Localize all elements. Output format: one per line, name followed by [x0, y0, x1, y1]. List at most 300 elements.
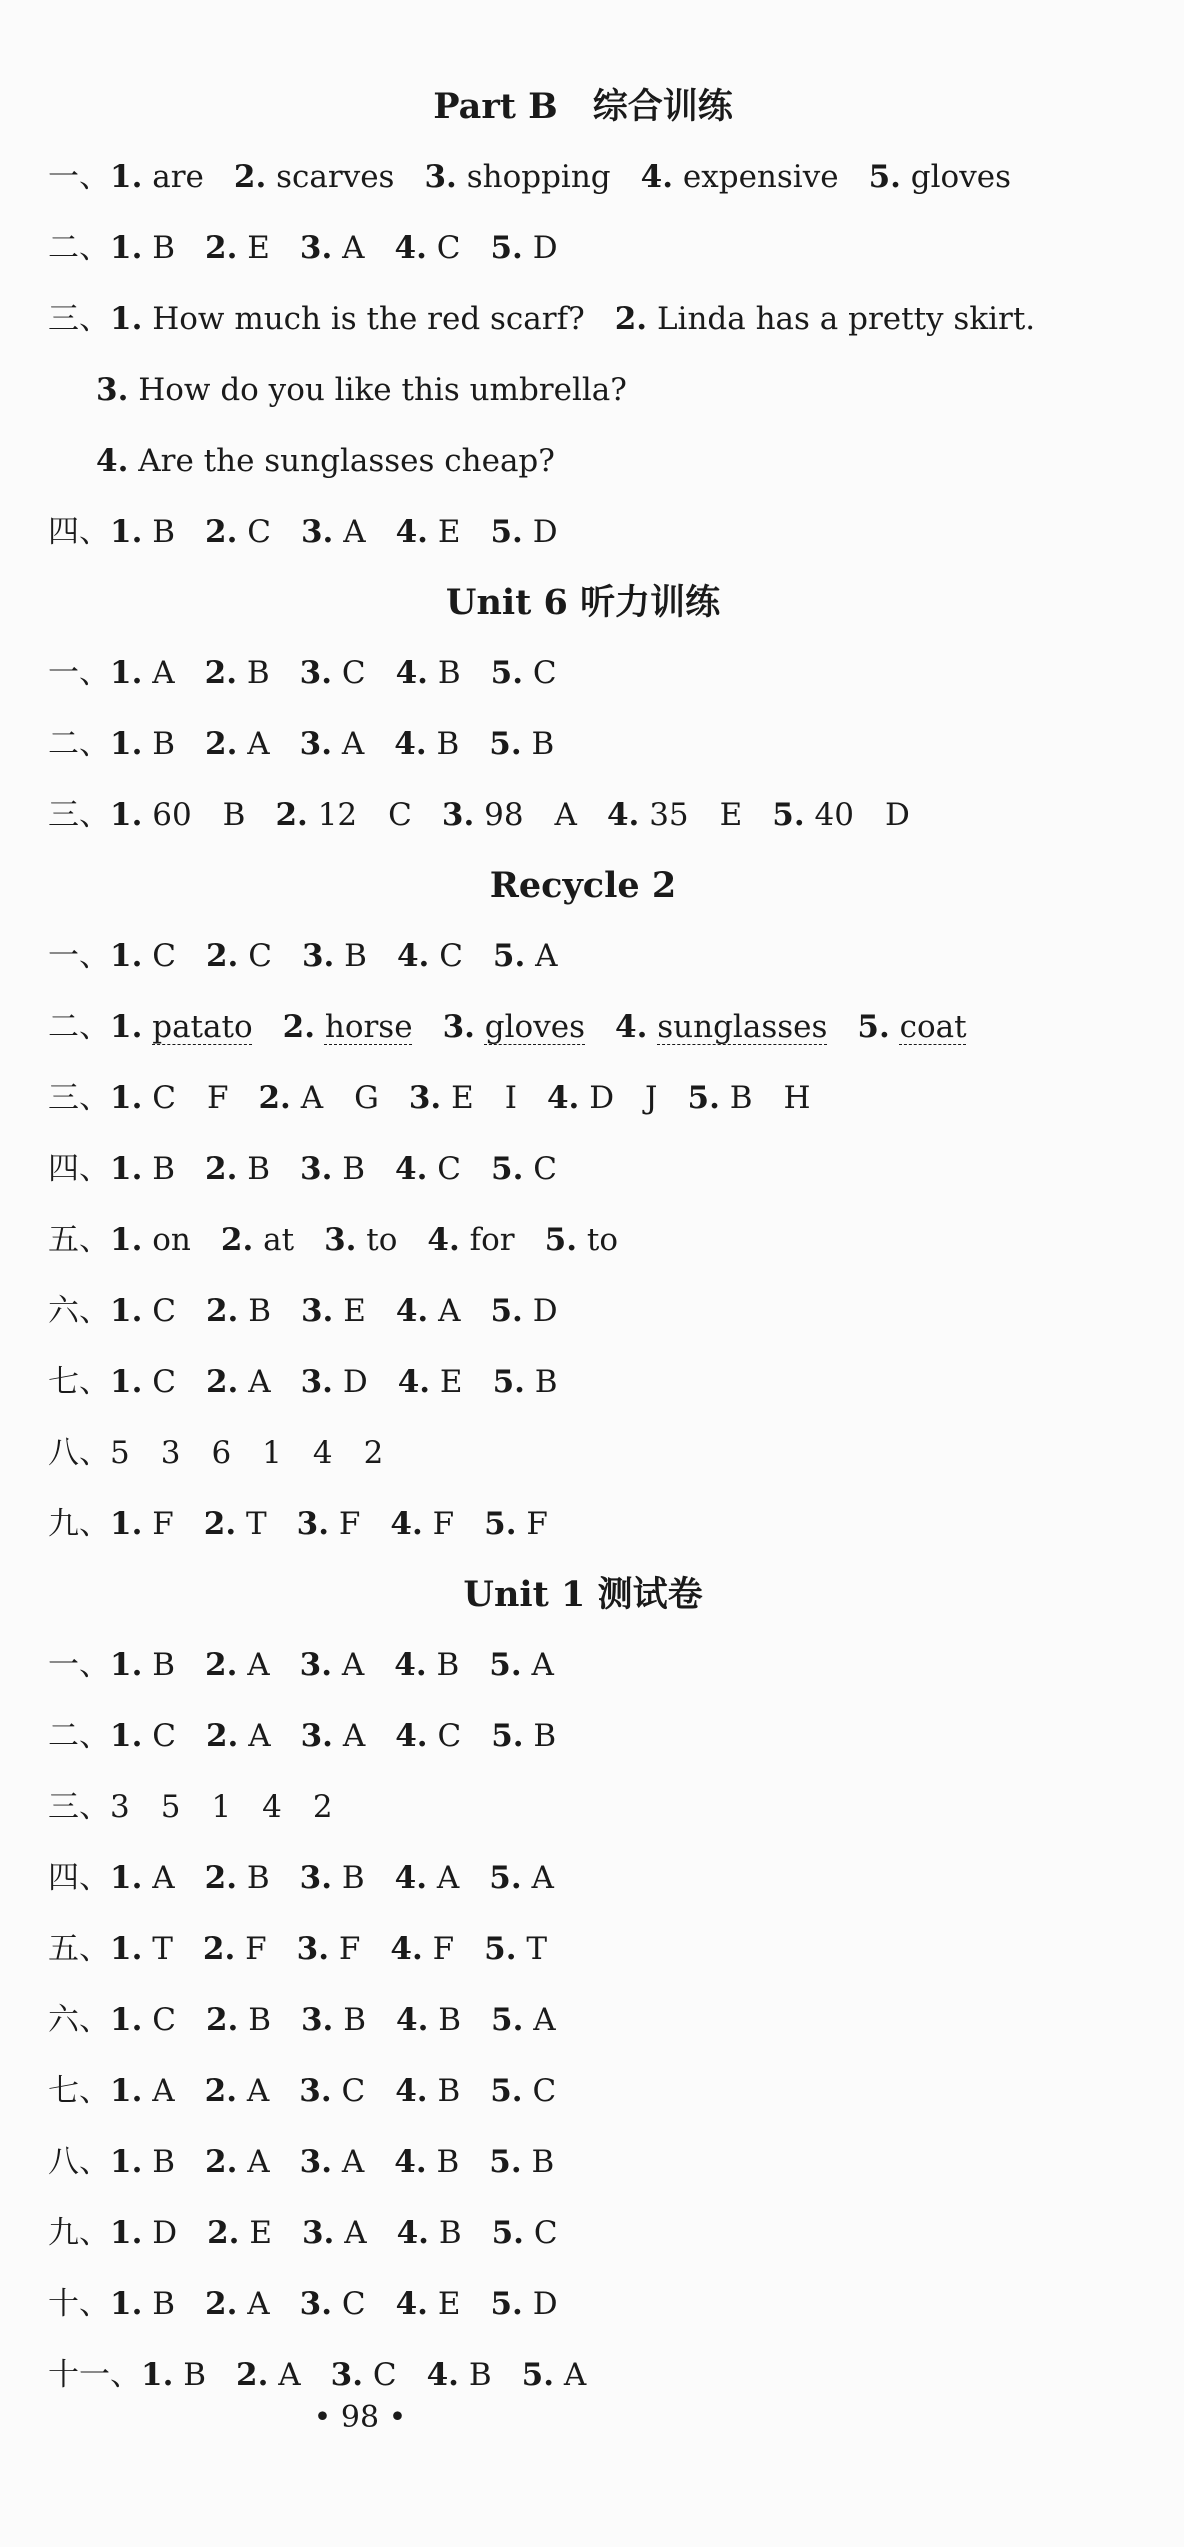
- item-number: 5.: [491, 2215, 524, 2251]
- item-answer: B: [438, 2215, 462, 2251]
- answer-item: [490, 514, 557, 550]
- question-label: 六、: [48, 2002, 110, 2038]
- item-number: 4.: [395, 1718, 428, 1754]
- item-number: 4.: [394, 2144, 427, 2180]
- item-answer: A: [246, 2073, 270, 2109]
- answer-item: [297, 1506, 361, 1542]
- answer-item: [489, 2144, 554, 2180]
- item-answer: A: [341, 2144, 365, 2180]
- item-number: 5.: [484, 1931, 517, 1967]
- answer-item: [395, 1718, 461, 1754]
- item-answer: D: [532, 514, 558, 550]
- item-answer: patato: [152, 1009, 253, 1045]
- answer-item: [205, 514, 271, 550]
- answer-item: [110, 726, 175, 762]
- item-answer: B: [247, 1151, 271, 1187]
- item-number: 2.: [282, 1009, 315, 1045]
- item-answer: B: [436, 2144, 460, 2180]
- item-answer: 5 3 6 1 4 2: [110, 1435, 384, 1471]
- answer-item: [258, 1080, 378, 1116]
- answer-item: [110, 1222, 191, 1258]
- question-label: 五、: [48, 1222, 110, 1258]
- item-answer: to: [586, 1222, 618, 1258]
- answer-item: [110, 938, 176, 974]
- item-number: 3.: [301, 2215, 335, 2251]
- item-answer: B: [341, 1860, 365, 1896]
- answer-item: [110, 1364, 176, 1400]
- item-answer: D: [532, 1293, 558, 1329]
- answer-row: [48, 2056, 1118, 2127]
- question-label: 二、: [48, 1718, 110, 1754]
- answer-row: [48, 709, 1118, 780]
- answer-item: [489, 1647, 554, 1683]
- item-answer: F: [526, 1506, 548, 1542]
- item-number: 1.: [110, 2144, 143, 2180]
- item-answer: C: [532, 655, 557, 691]
- item-number: 5.: [484, 1506, 517, 1542]
- item-number: 3.: [299, 2286, 333, 2322]
- item-number: 1.: [110, 1718, 143, 1754]
- answer-row: [48, 2198, 1118, 2269]
- answer-item: [301, 2002, 366, 2038]
- answer-item: [398, 1364, 463, 1400]
- item-number: 2.: [220, 1222, 254, 1258]
- answer-item: [204, 1506, 267, 1542]
- item-answer: C: [152, 1293, 176, 1329]
- item-number: 3.: [408, 1080, 442, 1116]
- item-answer: C: [341, 2073, 366, 2109]
- item-number: 1.: [110, 230, 143, 266]
- item-answer: B: [533, 1718, 557, 1754]
- item-number: 2.: [275, 797, 308, 833]
- item-number: 5.: [521, 2357, 554, 2393]
- item-number: 4.: [395, 2073, 428, 2109]
- item-answer: C: [248, 938, 272, 974]
- answer-item: [205, 2073, 270, 2109]
- item-answer: T: [152, 1931, 173, 1967]
- answer-item: [205, 655, 270, 691]
- item-number: 4.: [395, 2286, 428, 2322]
- item-number: 5.: [772, 797, 805, 833]
- answer-row: [48, 1985, 1118, 2056]
- item-number: 5.: [687, 1080, 720, 1116]
- answer-item: [299, 2073, 365, 2109]
- item-number: 2.: [205, 726, 238, 762]
- section-heading: Unit 6 听力训练: [445, 582, 721, 623]
- answer-item: [615, 1009, 827, 1045]
- item-number: 4.: [395, 514, 428, 550]
- item-answer: How do you like this umbrella?: [138, 372, 627, 408]
- answer-row: [48, 1843, 1118, 1914]
- answer-item: [390, 1931, 454, 1967]
- item-answer: sunglasses: [657, 1009, 828, 1045]
- item-answer: C: [533, 2215, 558, 2251]
- answer-item: [221, 1222, 294, 1258]
- section-heading: Unit 1 测试卷: [463, 1574, 703, 1615]
- answer-item: [857, 1009, 966, 1045]
- item-number: 2.: [205, 1293, 239, 1329]
- answer-item: [110, 2215, 177, 2251]
- item-number: 4.: [96, 443, 129, 479]
- answer-item: [110, 2286, 175, 2322]
- item-number: 4.: [615, 1009, 648, 1045]
- item-answer: B: [152, 726, 176, 762]
- item-number: 5.: [490, 2073, 523, 2109]
- item-answer: B: [436, 726, 460, 762]
- answer-row: [48, 1701, 1118, 1772]
- answer-item: [395, 230, 461, 266]
- answer-item: [110, 1860, 175, 1896]
- item-answer: A: [438, 1293, 461, 1329]
- question-label: 四、: [48, 1151, 110, 1187]
- answer-item: [300, 1860, 365, 1896]
- answer-item: [205, 2144, 270, 2180]
- answer-item: [110, 797, 245, 833]
- item-number: 3.: [296, 1506, 330, 1542]
- answer-item: [302, 938, 367, 974]
- item-number: 4.: [394, 726, 427, 762]
- answer-item: [110, 1789, 333, 1825]
- item-number: 2.: [205, 1647, 238, 1683]
- item-number: 4.: [394, 1860, 428, 1896]
- question-label: 四、: [48, 1860, 110, 1896]
- item-answer: B: [183, 2357, 207, 2393]
- answer-item: [493, 1364, 558, 1400]
- question-label: 三、: [48, 301, 110, 337]
- question-label: 一、: [48, 1647, 110, 1683]
- answer-item: [301, 514, 366, 550]
- item-answer: F: [338, 1506, 361, 1542]
- item-answer: A: [531, 1860, 554, 1896]
- answer-item: [203, 1931, 267, 1967]
- item-answer: gloves: [910, 159, 1011, 195]
- item-number: 2.: [614, 301, 648, 337]
- answer-item: [301, 1293, 366, 1329]
- item-answer: T: [245, 1506, 267, 1542]
- item-answer: 12 C: [317, 797, 412, 833]
- item-answer: B: [152, 514, 176, 550]
- section-unit6-listening: [48, 568, 1118, 851]
- question-label: 三、: [48, 1789, 110, 1825]
- item-answer: A: [343, 514, 366, 550]
- answer-item: [395, 2073, 460, 2109]
- answer-item: [331, 2357, 397, 2393]
- item-answer: D: [532, 230, 558, 266]
- answer-item: [300, 230, 365, 266]
- answer-row: [48, 2127, 1118, 2198]
- item-answer: A: [341, 726, 365, 762]
- answer-item: [110, 1009, 253, 1045]
- item-number: 4.: [426, 2357, 459, 2393]
- item-number: 4.: [394, 1647, 427, 1683]
- answer-item: [607, 797, 742, 833]
- item-answer: B: [437, 2073, 461, 2109]
- item-answer: 3 5 1 4 2: [110, 1789, 333, 1825]
- answer-item: [397, 938, 463, 974]
- item-answer: expensive: [682, 159, 839, 195]
- item-answer: C: [152, 938, 176, 974]
- item-number: 5.: [868, 159, 901, 195]
- answer-row: [48, 780, 1118, 851]
- answer-row: [48, 284, 1118, 355]
- answer-row: [48, 426, 1118, 497]
- answer-item: [490, 2286, 557, 2322]
- item-number: 3.: [299, 2144, 333, 2180]
- item-number: 1.: [110, 726, 143, 762]
- answer-item: [96, 372, 627, 408]
- item-number: 2.: [205, 1364, 239, 1400]
- item-number: 1.: [110, 301, 143, 337]
- item-answer: How much is the red scarf?: [152, 301, 585, 337]
- answer-item: [489, 1860, 554, 1896]
- item-answer: A: [342, 230, 365, 266]
- item-answer: F: [432, 1506, 455, 1542]
- item-answer: B: [246, 655, 270, 691]
- item-number: 1.: [110, 1931, 143, 1967]
- item-answer: T: [526, 1931, 548, 1967]
- item-answer: A G: [300, 1080, 379, 1116]
- item-number: 3.: [324, 1222, 357, 1258]
- item-answer: B: [152, 230, 176, 266]
- item-number: 3.: [300, 1293, 334, 1329]
- answer-item: [522, 2357, 587, 2393]
- item-answer: B: [438, 2002, 462, 2038]
- item-number: 5.: [489, 2144, 522, 2180]
- item-answer: Linda has a pretty skirt.: [656, 301, 1036, 337]
- item-number: 1.: [110, 1647, 143, 1683]
- item-answer: for: [469, 1222, 515, 1258]
- answer-item: [427, 1222, 514, 1258]
- item-number: 3.: [300, 1718, 333, 1754]
- item-answer: C: [341, 2286, 366, 2322]
- answer-row: [48, 638, 1118, 709]
- item-answer: A: [247, 2286, 270, 2322]
- item-answer: E I: [451, 1080, 517, 1116]
- item-answer: C: [437, 1718, 462, 1754]
- answer-item: [205, 1860, 270, 1896]
- item-number: 3.: [300, 2002, 334, 2038]
- answer-item: [394, 2144, 459, 2180]
- question-label: 二、: [48, 1009, 110, 1045]
- item-answer: 60 B: [152, 797, 246, 833]
- item-answer: are: [152, 159, 204, 195]
- item-number: 4.: [395, 655, 428, 691]
- question-label: 二、: [48, 230, 110, 266]
- answer-item: [110, 1506, 174, 1542]
- answer-item: [442, 797, 577, 833]
- item-answer: A: [342, 1718, 366, 1754]
- answer-item: [409, 1080, 517, 1116]
- item-answer: A: [248, 1718, 271, 1754]
- item-answer: 98 A: [484, 797, 577, 833]
- answer-item: [110, 514, 175, 550]
- item-number: 5.: [492, 938, 526, 974]
- answer-row: [48, 142, 1118, 213]
- item-answer: A: [152, 655, 175, 691]
- item-answer: shopping: [466, 159, 611, 195]
- item-number: 3.: [330, 2357, 364, 2393]
- item-number: 5.: [491, 1718, 524, 1754]
- item-number: 5.: [491, 1151, 524, 1187]
- answer-item: [390, 1506, 454, 1542]
- item-answer: to: [366, 1222, 398, 1258]
- item-number: 3.: [296, 1931, 330, 1967]
- answer-row: [48, 2269, 1118, 2340]
- answer-item: [394, 726, 459, 762]
- answer-item: [110, 1931, 173, 1967]
- answer-item: [206, 1718, 271, 1754]
- item-number: 2.: [205, 514, 238, 550]
- item-number: 4.: [640, 159, 674, 195]
- item-answer: B: [152, 1647, 176, 1683]
- question-label: 七、: [48, 2073, 110, 2109]
- answer-item: [206, 938, 272, 974]
- answer-item: [484, 1506, 548, 1542]
- answer-row: [48, 1205, 1118, 1276]
- question-label: 八、: [48, 1435, 110, 1471]
- item-answer: Are the sunglasses cheap?: [138, 443, 555, 479]
- answer-item: [206, 2002, 271, 2038]
- item-number: 1.: [110, 514, 143, 550]
- question-label: 六、: [48, 1293, 110, 1329]
- answer-row: [48, 1276, 1118, 1347]
- answer-item: [484, 1931, 547, 1967]
- item-answer: A: [533, 2002, 556, 2038]
- answer-item: [301, 1718, 366, 1754]
- item-number: 5.: [489, 726, 522, 762]
- answer-item: [236, 2357, 301, 2393]
- answer-item: [688, 1080, 811, 1116]
- item-number: 1.: [110, 2002, 143, 2038]
- item-number: 3.: [299, 2073, 332, 2109]
- answer-item: [300, 655, 366, 691]
- item-number: 3.: [300, 1364, 333, 1400]
- item-answer: A: [152, 2073, 175, 2109]
- item-answer: D: [342, 1364, 368, 1400]
- item-answer: C: [439, 938, 463, 974]
- item-answer: B: [437, 655, 461, 691]
- answer-item: [110, 230, 175, 266]
- item-answer: B: [531, 2144, 555, 2180]
- item-number: 3.: [442, 1009, 475, 1045]
- item-number: 4.: [396, 2215, 429, 2251]
- answer-item: [396, 514, 461, 550]
- item-number: 4.: [606, 797, 640, 833]
- answer-item: [772, 797, 910, 833]
- item-number: 3.: [96, 372, 129, 408]
- item-number: 2.: [205, 1151, 238, 1187]
- answer-item: [297, 1931, 361, 1967]
- item-number: 2.: [205, 230, 238, 266]
- answer-item: [301, 1364, 368, 1400]
- item-number: 5.: [489, 1860, 522, 1896]
- answer-row: [48, 1347, 1118, 1418]
- item-number: 3.: [299, 726, 333, 762]
- answer-item: [395, 1151, 461, 1187]
- item-answer: A: [563, 2357, 587, 2393]
- item-number: 5.: [490, 514, 523, 550]
- answer-row: [48, 1489, 1118, 1560]
- item-answer: F: [245, 1931, 267, 1967]
- item-answer: C: [152, 1364, 176, 1400]
- answer-item: [110, 1151, 175, 1187]
- item-number: 2.: [205, 2286, 238, 2322]
- item-answer: B H: [729, 1080, 811, 1116]
- answer-item: [96, 443, 555, 479]
- item-number: 4.: [396, 938, 430, 974]
- answer-item: [110, 1435, 383, 1471]
- item-answer: gloves: [484, 1009, 585, 1045]
- item-answer: B: [248, 1293, 271, 1329]
- item-number: 1.: [110, 1860, 143, 1896]
- item-number: 2.: [205, 2002, 239, 2038]
- item-number: 2.: [258, 1080, 291, 1116]
- answer-item: [491, 1151, 557, 1187]
- item-answer: C: [437, 1151, 462, 1187]
- item-number: 3.: [299, 230, 333, 266]
- answer-item: [547, 1080, 658, 1116]
- item-answer: C: [533, 1151, 557, 1187]
- item-answer: A: [247, 2144, 270, 2180]
- item-answer: A: [278, 2357, 301, 2393]
- question-label: 四、: [48, 514, 110, 550]
- section-recycle-2: [48, 851, 1118, 1560]
- item-number: 3.: [300, 1151, 333, 1187]
- item-answer: E: [437, 514, 461, 550]
- answer-item: [234, 159, 395, 195]
- item-answer: B: [342, 1151, 366, 1187]
- item-number: 4.: [395, 1151, 428, 1187]
- item-answer: coat: [899, 1009, 967, 1045]
- item-answer: horse: [324, 1009, 413, 1045]
- answer-item: [490, 2073, 556, 2109]
- answer-item: [205, 1151, 270, 1187]
- item-answer: F: [152, 1506, 174, 1542]
- item-answer: D: [532, 2286, 558, 2322]
- item-answer: D: [152, 2215, 178, 2251]
- answer-item: [491, 2002, 556, 2038]
- item-answer: C: [152, 2002, 176, 2038]
- answer-item: [395, 1860, 460, 1896]
- answer-item: [110, 2144, 175, 2180]
- item-number: 1.: [141, 2357, 174, 2393]
- answer-row: [48, 1134, 1118, 1205]
- answer-item: [206, 1293, 271, 1329]
- item-number: 5.: [491, 2002, 524, 2038]
- item-number: 1.: [110, 2286, 143, 2322]
- item-answer: A: [341, 1647, 365, 1683]
- item-answer: F: [432, 1931, 455, 1967]
- answer-item: [396, 2002, 461, 2038]
- item-answer: A: [436, 1860, 460, 1896]
- question-label: 十一、: [48, 2357, 141, 2393]
- item-answer: B: [152, 2286, 176, 2322]
- answer-item: [300, 2144, 365, 2180]
- item-number: 2.: [233, 159, 267, 195]
- item-answer: E: [249, 2215, 272, 2251]
- item-number: 3.: [300, 514, 334, 550]
- item-number: 5.: [490, 2286, 523, 2322]
- answer-row: [48, 497, 1118, 568]
- item-number: 5.: [490, 230, 523, 266]
- item-answer: scarves: [276, 159, 395, 195]
- item-number: 2.: [205, 938, 239, 974]
- answer-item: [394, 1647, 459, 1683]
- item-answer: B: [468, 2357, 492, 2393]
- question-label: 九、: [48, 1506, 110, 1542]
- answer-item: [443, 1009, 585, 1045]
- item-number: 1.: [110, 1293, 143, 1329]
